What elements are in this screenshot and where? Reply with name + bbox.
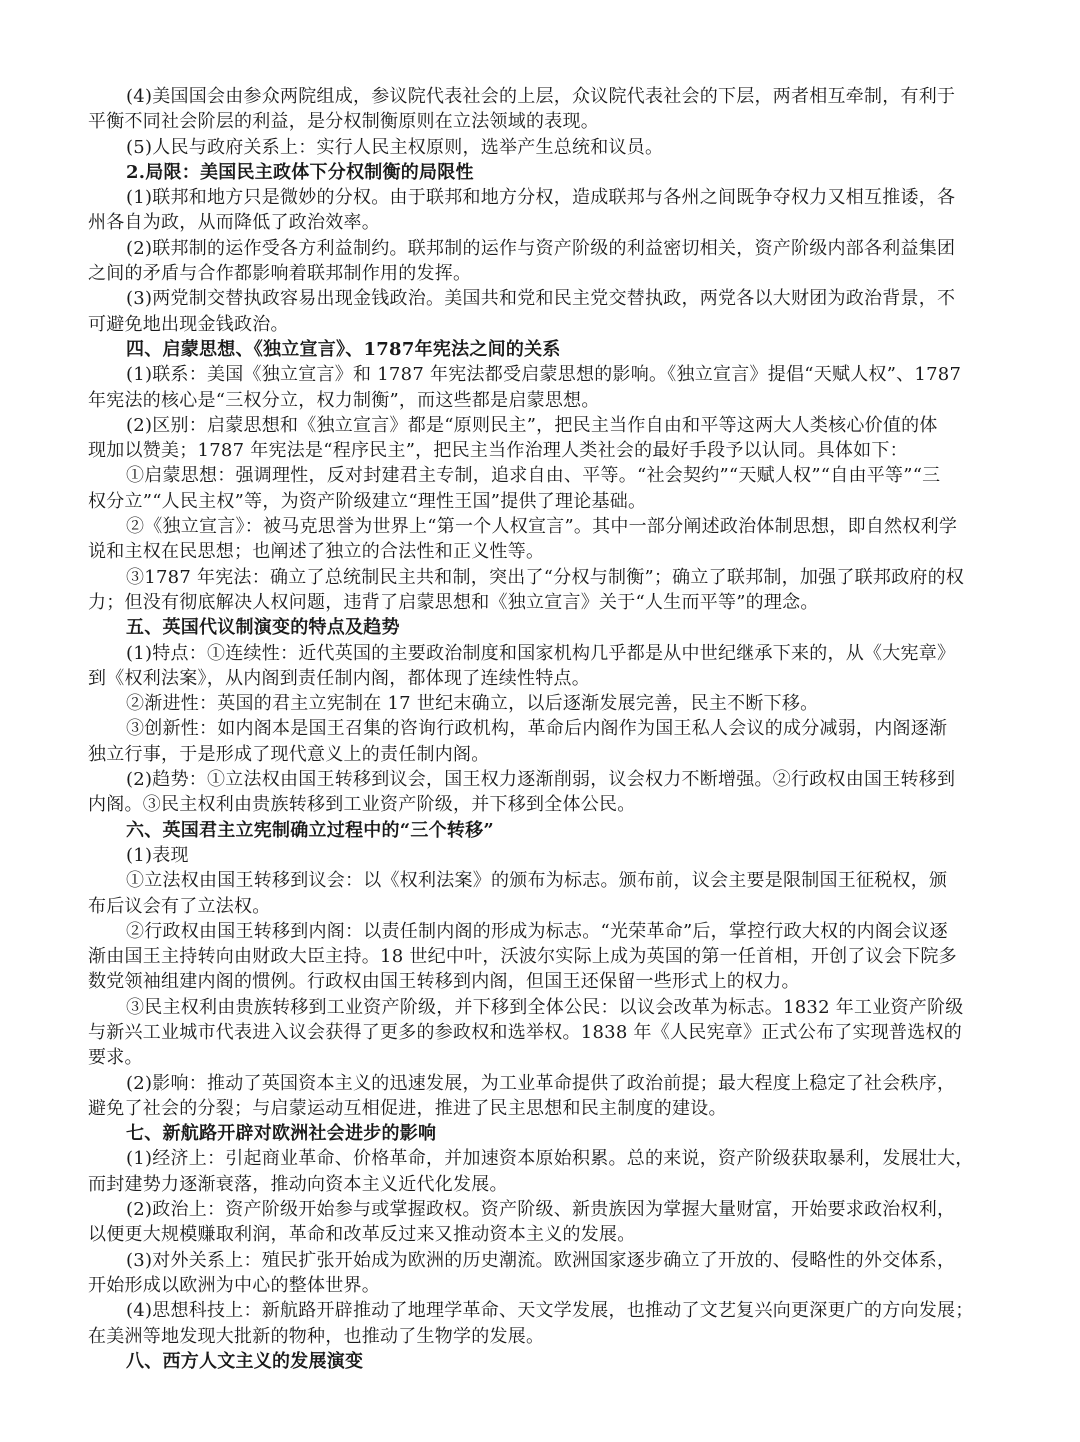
section-heading: 五、英国代议制演变的特点及趋势 [126,617,400,639]
text-line: 可避免地出现金钱政治。 [88,313,289,335]
text-line: (2)影响：推动了英国资本主义的迅速发展，为工业革命提供了政治前提；最大程度上稳定了社会秩序， [126,1072,956,1094]
text-line: (4)美国国会由参众两院组成，参议院代表社会的上层，众议院代表社会的下层，两者相互牵制，有利于 [126,86,956,107]
text-line: 说和主权在民思想；也阐述了独立的合法性和正义性等。 [88,541,545,563]
text-line: (3)对外关系上：殖民扩张开始成为欧洲的历史潮流。欧洲国家逐步确立了开放的、侵略性的外交体系， [126,1249,956,1271]
text-line: 现加以赞美；1787 年宪法是“程序民主”，把民主当作治理人类社会的最好手段予以认同。具体如下： [88,440,908,462]
text-line: ①立法权由国王转移到议会：以《权利法案》的颁布为标志。颁布前，议会主要是限制国王征税权，颁 [126,870,948,892]
text-line: (1)特点：①连续性：近代英国的主要政治制度和国家机构几乎都是从中世纪继承下来的，从《大宪章》 [126,642,956,664]
text-line: 与新兴工业城市代表进入议会获得了更多的参政权和选举权。1838 年《人民宪章》正式公布了实现普选权的 [88,1021,963,1043]
text-line: 到《权利法案》，从内阁到责任制内阁，都体现了连续性特点。 [88,667,590,689]
text-line: 力；但没有彻底解决人权问题，违背了启蒙思想和《独立宣言》关于“人生而平等”的理念。 [88,591,819,613]
text-line: 数党领袖组建内阁的惯例。行政权由国王转移到内阁，但国王还保留一些形式上的权力。 [88,971,800,993]
section-heading: 2.局限：美国民主政体下分权制衡的局限性 [126,161,474,183]
text-line: (3)两党制交替执政容易出现金钱政治。美国共和党和民主党交替执政，两党各以大财团为政治背景，不 [126,288,956,310]
text-line: ②《独立宣言》：被马克思誉为世界上“第一个人权宣言”。其中一部分阐述政治体制思想，即自然权利学 [126,516,958,538]
text-line: (2)联邦制的运作受各方利益制约。联邦制的运作与资产阶级的利益密切相关，资产阶级内部各利益集团 [126,237,956,259]
text-line: ③民主权利由贵族转移到工业资产阶级，并下移到全体公民：以议会改革为标志。1832 年工业资产阶级 [126,996,964,1018]
text-line: 独立行事，于是形成了现代意义上的责任制内阁。 [88,743,490,765]
text-line: 权分立”“人民主权”等，为资产阶级建立“理性王国”提供了理论基础。 [88,490,647,512]
section-heading: 七、新航路开辟对欧洲社会进步的影响 [126,1123,437,1145]
text-line: 以便更大规模赚取利润，革命和改革反过来又推动资本主义的发展。 [88,1224,636,1246]
text-line: ②渐进性：英国的君主立宪制在 17 世纪末确立，以后逐渐发展完善，民主不断下移。 [126,693,819,715]
section-heading: 四、启蒙思想、《独立宣言》、1787年宪法之间的关系 [126,338,561,360]
text-line: ②行政权由国王转移到内阁：以责任制内阁的形成为标志。“光荣革命”后，掌控行政大权的内阁会议逐 [126,920,948,942]
text-line: (4)思想科技上：新航路开辟推动了地理学革命、天文学发展，也推动了文艺复兴向更深更广的方向发展； [126,1300,974,1322]
text-line: (2)趋势：①立法权由国王转移到议会，国王权力逐渐削弱，议会权力不断增强。②行政权由国王转移到 [126,769,956,791]
text-line: 内阁。③民主权利由贵族转移到工业资产阶级，并下移到全体公民。 [88,794,636,816]
text-line: 州各自为政，从而降低了政治效率。 [88,212,380,234]
text-line: 在美洲等地发现大批新的物种，也推动了生物学的发展。 [88,1325,545,1347]
section-heading: 六、英国君主立宪制确立过程中的“三个转移” [126,819,494,841]
text-line: ①启蒙思想：强调理性，反对封建君主专制，追求自由、平等。“社会契约”“天赋人权”“自由平等”“三 [126,465,941,487]
text-line: 要求。 [88,1047,143,1069]
section-heading: 八、西方人文主义的发展演变 [126,1350,364,1372]
document-body [88,84,994,1374]
text-line: (2)政治上：资产阶级开始参与或掌握政权。资产阶级、新贵族因为掌握大量财富，开始要求政治权利， [126,1199,956,1221]
text-line: (1)联系：美国《独立宣言》和 1787 年宪法都受启蒙思想的影响。《独立宣言》提倡“天赋人权”、1787 [126,364,962,386]
text-line: 而封建势力逐渐衰落，推动向资本主义近代化发展。 [88,1173,508,1195]
text-line: 布后议会有了立法权。 [88,895,271,917]
text-line: ③1787 年宪法：确立了总统制民主共和制，突出了“分权与制衡”；确立了联邦制，加强了联邦政府的权 [126,566,965,588]
text-line: 年宪法的核心是“三权分立，权力制衡”，而这些都是启蒙思想。 [88,389,600,411]
text-line: (1)表现 [126,844,189,866]
text-line: 渐由国王主持转向由财政大臣主持。18 世纪中叶，沃波尔实际上成为英国的第一任首相，开创了议会下院多 [88,946,957,968]
text-line: 之间的矛盾与合作都影响着联邦制作用的发挥。 [88,263,472,285]
text-line: ③创新性：如内阁本是国王召集的咨询行政机构，革命后内阁作为国王私人会议的成分减弱，内阁逐渐 [126,718,948,740]
text-line: (1)经济上：引起商业革命、价格革命，并加速资本原始积累。总的来说，资产阶级获取暴利，发展壮大， [126,1148,974,1170]
text-line: (1)联邦和地方只是微妙的分权。由于联邦和地方分权，造成联邦与各州之间既争夺权力又相互推诿，各 [126,187,956,209]
text-line: (5)人民与政府关系上：实行人民主权原则，选举产生总统和议员。 [126,136,664,158]
text-line: (2)区别：启蒙思想和《独立宣言》都是“原则民主”，把民主当作自由和平等这两大人类核心价值的体 [126,414,938,436]
text-line: 避免了社会的分裂；与启蒙运动互相促进，推进了民主思想和民主制度的建设。 [88,1097,727,1119]
text-line: 开始形成以欧洲为中心的整体世界。 [88,1274,380,1296]
text-line: 平衡不同社会阶层的利益，是分权制衡原则在立法领域的表现。 [88,111,599,133]
